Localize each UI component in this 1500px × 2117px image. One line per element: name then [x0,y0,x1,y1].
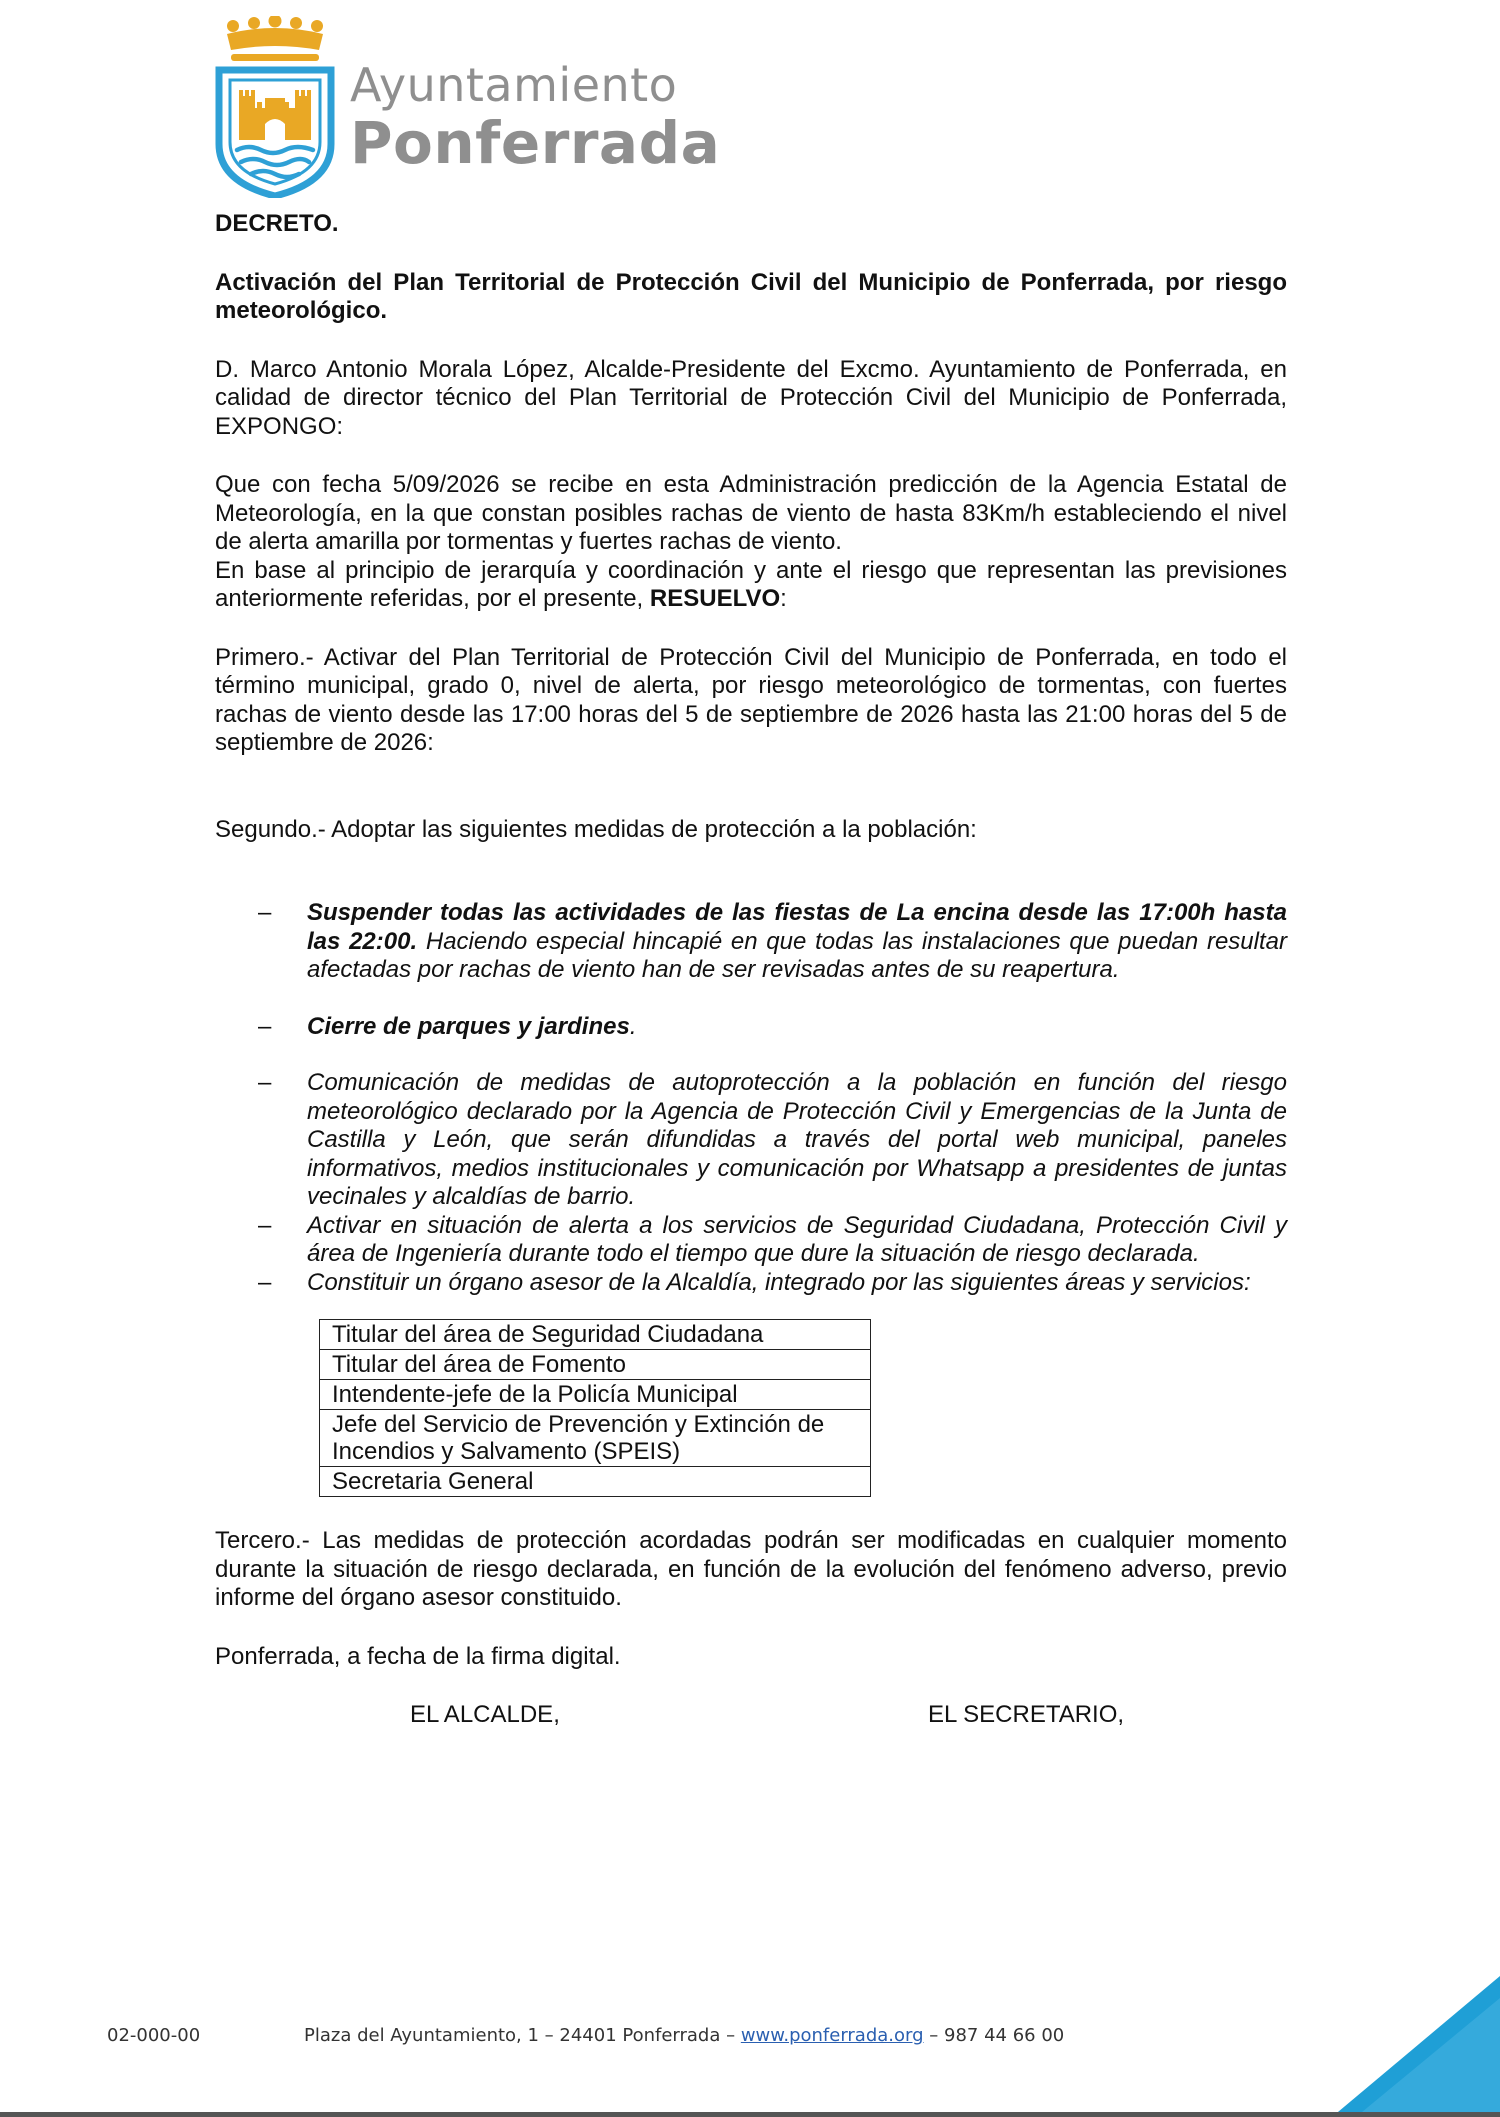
list-dash: – [258,899,272,926]
list-dash: – [258,1069,272,1096]
org-name-line2: Ponferrada [350,109,721,177]
measure-item [215,1212,1287,1269]
resolve-colon: : [780,585,787,612]
document-code: 02-000-00 [107,2025,201,2046]
measure-text: Haciendo especial hincapié en que todas las instalaciones que puedan resultar afectadas por rachas de viento han de ser revisadas antes de su reapertura. [307,927,1287,983]
protection-measures-list [215,899,1287,1297]
measure-item [215,899,1287,985]
org-name [350,58,721,177]
measure-emphasis: Suspender todas las actividades de las fiestas de La encina desde las 17:00h hasta las 22:00. [307,899,1287,955]
second-resolution: Segundo.- Adoptar las siguientes medidas de protección a la población: [215,815,977,843]
footer-contact [304,2025,1064,2046]
table-cell: Titular del área de Fomento [320,1350,871,1380]
table-row [320,1467,871,1497]
measure-text: . [629,1012,637,1040]
exposition-paragraph-2 [215,557,1287,614]
document-label: DECRETO. [215,210,339,237]
org-name-line1: Ayuntamiento [350,58,678,112]
resolve-word: RESUELVO [649,585,781,612]
footer-address: Plaza del Ayuntamiento, 1 – 24401 Ponferrada – [304,2025,741,2046]
place-and-date: Ponferrada, a fecha de la firma digital. [215,1642,621,1670]
corner-triangle-decoration [1332,1976,1500,2117]
exposition-text: En base al principio de jerarquía y coordinación y ante el riesgo que representan las previsiones anteriormente referidas, por el presente, [215,556,1287,612]
measure-text: Comunicación de medidas de autoprotección a la población en función del riesgo meteorológico declarado por la Agencia de Protección Civil y Emergencias de la Junta de Castilla y León, que serán difundidas a través del portal web municipal, paneles informativos, medios institucionales y comunicación por Whatsapp a presidentes de juntas vecinales y alcaldías de barrio. [307,1069,1287,1210]
decree-body [215,210,1287,1731]
signature-mayor: EL ALCALDE, [410,1701,560,1728]
measure-item [215,1269,1287,1298]
third-resolution: Tercero.- Las medidas de protección acordadas podrán ser modificadas en cualquier momento durante la situación de riesgo declarada, en función de la evolución del fenómeno adverso, previo informe del órgano asesor constituido. [215,1527,1287,1611]
bottom-edge-rule [0,2112,1500,2117]
ayuntamiento-logo [213,16,721,198]
measure-item [215,1013,1287,1042]
signature-block [215,1701,1287,1731]
measure-emphasis: Cierre de parques y jardines [307,1012,630,1040]
measure-item [215,1069,1287,1212]
list-dash: – [258,1211,272,1239]
table-row [320,1320,871,1350]
coat-of-arms-icon [213,16,337,198]
table-row [320,1410,871,1467]
table-row [320,1380,871,1410]
table-cell: Jefe del Servicio de Prevención y Extinción de Incendios y Salvamento (SPEIS) [320,1410,871,1467]
measure-text: Constituir un órgano asesor de la Alcaldía, integrado por las siguientes áreas y servicios: [307,1268,1251,1296]
table-cell: Intendente-jefe de la Policía Municipal [320,1380,871,1410]
exposition-paragraph-1: Que con fecha 5/09/2026 se recibe en esta Administración predicción de la Agencia Estatal de Meteorología, en la que constan posibles rachas de viento de hasta 83Km/h estableciendo el nivel de alerta amarilla por tormentas y fuertes rachas de viento. [215,471,1287,555]
list-dash: – [258,1268,272,1296]
intro-paragraph: D. Marco Antonio Morala López, Alcalde-Presidente del Excmo. Ayuntamiento de Ponferrada, en calidad de director técnico del Plan Territorial de Protección Civil del Municipio de Ponferrada, EXPONGO: [215,355,1287,440]
table-cell: Titular del área de Seguridad Ciudadana [320,1320,871,1350]
advisory-body-table [319,1319,871,1497]
table-cell: Secretaria General [320,1467,871,1497]
footer-phone: – 987 44 66 00 [923,2025,1065,2046]
list-dash: – [258,1012,272,1040]
first-resolution: Primero.- Activar del Plan Territorial de Protección Civil del Municipio de Ponferrada, en todo el término municipal, grado 0, nivel de alerta, por riesgo meteorológico de tormentas, con fuertes rachas de viento desde las 17:00 horas del 5 de septiembre de 2026 hasta las 21:00 horas del 5 de septiembre de 2026: [215,643,1287,756]
signature-secretary: EL SECRETARIO, [928,1701,1125,1728]
measure-text: Activar en situación de alerta a los servicios de Seguridad Ciudadana, Protección Civil y área de Ingeniería durante todo el tiempo que dure la situación de riesgo declarada. [307,1211,1287,1267]
document-title: Activación del Plan Territorial de Protección Civil del Municipio de Ponferrada, por riesgo meteorológico. [215,268,1287,324]
website-link[interactable]: www.ponferrada.org [740,2025,924,2046]
table-row [320,1350,871,1380]
